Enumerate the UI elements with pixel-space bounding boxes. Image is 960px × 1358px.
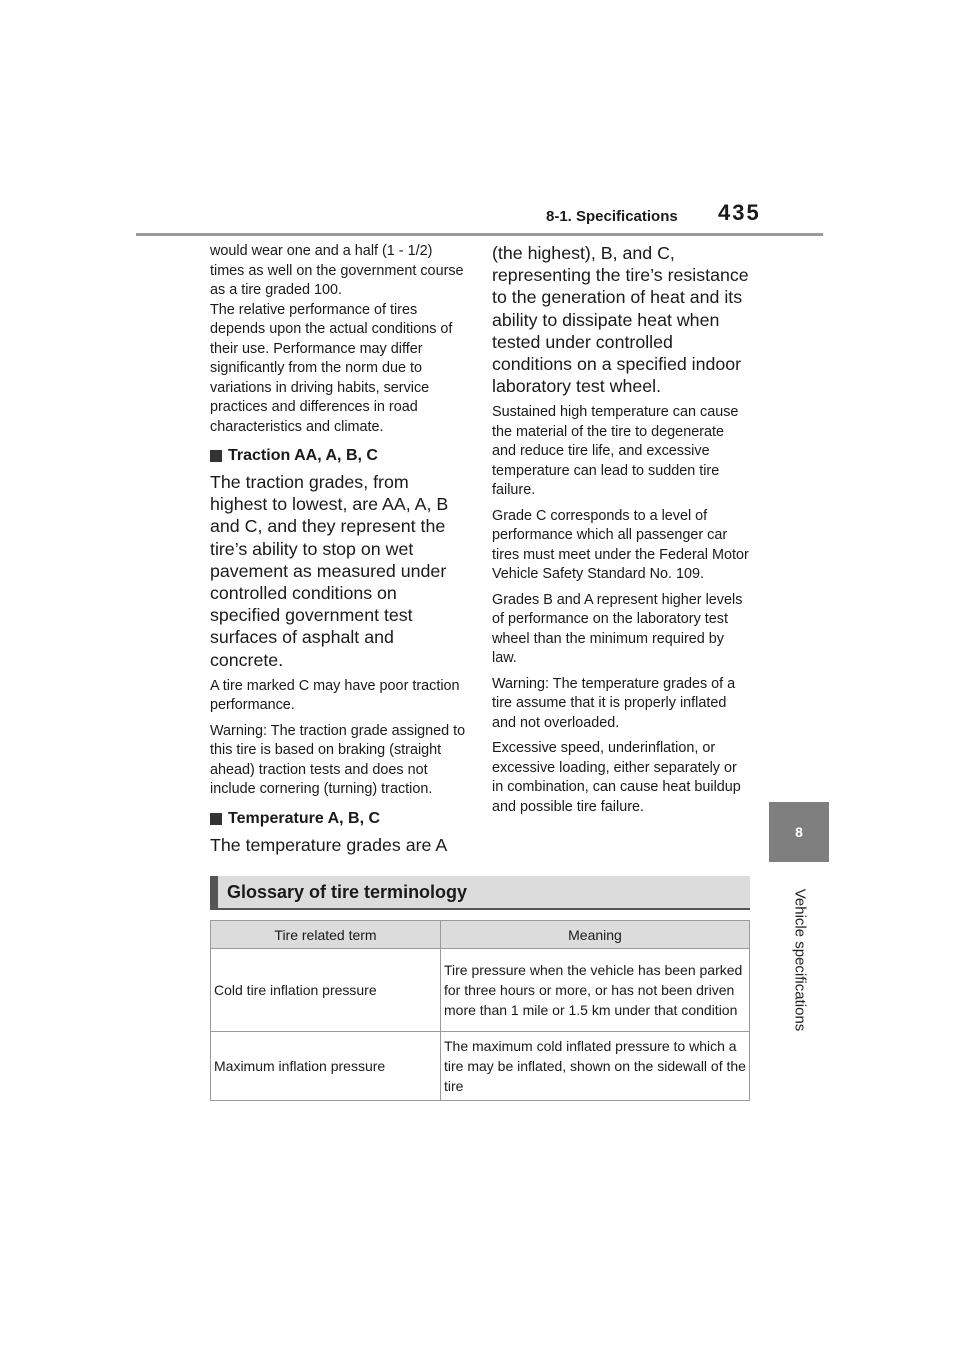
traction-warning: Warning: The traction grade assigned to this tire is based on braking (straight ahead) traction tests and does not include cornering (turning) traction. — [210, 722, 466, 798]
chapter-label: Vehicle specifications — [791, 888, 809, 1032]
section-title: 8-1. Specifications — [546, 208, 678, 225]
header-divider — [136, 233, 823, 236]
table-row — [211, 1032, 750, 1101]
chapter-tab[interactable] — [769, 802, 829, 862]
performance-paragraph: The relative performance of tires depends upon the actual conditions of their use. Performance may differ significantly from the norm due to variations in driving habits, service practices and differences in road characteristics and climate. — [210, 301, 453, 435]
term-cell: Maximum inflation pressure — [211, 1032, 441, 1101]
grade-c-paragraph: Grade C corresponds to a level of performance which all passenger car tires must meet under the Federal Motor Vehicle Safety Standard No. 109. — [492, 507, 749, 583]
meaning-cell: The maximum cold inflated pressure to which a tire may be inflated, shown on the sidewall of the tire — [441, 1032, 750, 1101]
page-number: 435 — [718, 200, 761, 225]
glossary-table — [210, 920, 750, 1101]
temperature-heading — [210, 810, 468, 828]
traction-heading-text: Traction AA, A, B, C — [228, 447, 378, 464]
sustained-paragraph: Sustained high temperature can cause the material of the tire to degenerate and reduce tire life, and excessive temperature can lead to sudden tire failure. — [492, 404, 739, 499]
glossary-title: Glossary of tire terminology — [210, 876, 750, 908]
traction-heading — [210, 447, 468, 465]
temperature-heading-text: Temperature A, B, C — [228, 809, 381, 827]
chapter-number: 8 — [795, 824, 803, 840]
meaning-cell: Tire pressure when the vehicle has been parked for three hours or more, or has not been driven more than 1 mile or 1.5 km under that condition — [441, 949, 750, 1032]
temperature-body-continued: (the highest), B, and C, representing the tire’s resistance to the generation of heat and its ability to dissipate heat when tested under controlled conditions on a specified indoor laboratory test wheel. — [492, 243, 749, 397]
intro-paragraph: would wear one and a half (1 - 1/2) times as well on the government course as a tire graded 100. — [210, 243, 464, 298]
temperature-warning: Warning: The temperature grades of a tire assume that it is properly inflated and not overloaded. — [492, 675, 736, 731]
left-column — [210, 242, 468, 856]
temperature-body-start: The temperature grades are A — [210, 834, 448, 855]
table-header-row — [211, 921, 750, 949]
term-cell: Cold tire inflation pressure — [211, 949, 441, 1032]
grades-b-a-paragraph: Grades B and A represent higher levels of performance on the laboratory test wheel than the minimum required by law. — [492, 591, 743, 667]
column-header-meaning: Meaning — [441, 921, 750, 949]
glossary-divider — [210, 908, 750, 910]
excessive-paragraph: Excessive speed, underinflation, or excessive loading, either separately or in combination, can cause heat buildup and possible tire failure. — [492, 740, 741, 815]
right-column — [492, 242, 750, 817]
traction-body: The traction grades, from highest to lowest, are AA, A, B and C, and they represent the tire’s ability to stop on wet pavement as measured under controlled conditions on specified government test surfaces of asphalt and concrete. — [210, 472, 449, 670]
traction-note: A tire marked C may have poor traction performance. — [210, 677, 460, 714]
column-header-term: Tire related term — [211, 921, 441, 949]
table-row — [211, 949, 750, 1032]
square-bullet-icon — [210, 813, 222, 825]
square-bullet-icon — [210, 450, 222, 462]
